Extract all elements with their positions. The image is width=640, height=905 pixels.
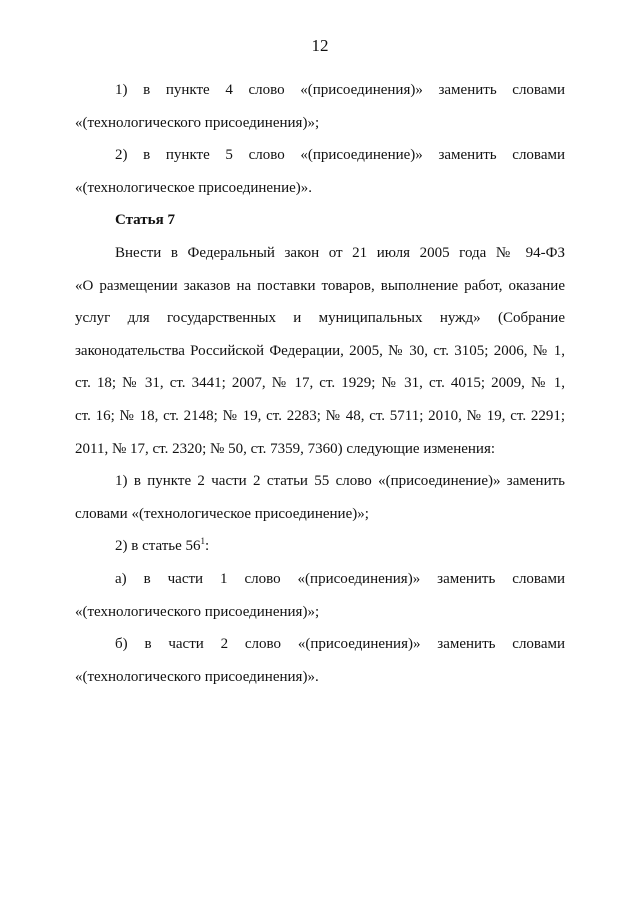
paragraph-2-line-1: 2) в пункте 5 слово «(присоединение)» заменить словами	[115, 147, 565, 164]
paragraph-1-line-1: 1) в пункте 4 слово «(присоединения)» заменить словами	[115, 82, 565, 98]
paragraph-6-line-1: а) в части 1 слово «(присоединения)» заменить словами	[115, 570, 565, 587]
paragraph-5	[75, 530, 565, 563]
article-heading: Статья 7	[115, 212, 175, 229]
paragraph-4-line-1: 1) в пункте 2 части 2 статьи 55 слово «(присоединение)» заменить	[115, 473, 565, 490]
paragraph-3-line-1: Внести в Федеральный закон от 21 июля 2005 года № 94-ФЗ	[115, 244, 565, 261]
paragraph-2-line-2: «(технологическое присоединение)».	[75, 179, 313, 196]
paragraph-7-line-1: б) в части 2 слово «(присоединения)» заменить словами	[115, 636, 565, 653]
document-body	[75, 74, 565, 693]
paragraph-3-line-2: «О размещении заказов на поставки товаров, выполнение работ, оказание	[75, 277, 565, 294]
paragraph-4-line-2: словами «(технологическое присоединение)»;	[75, 505, 369, 522]
paragraph-3-line-4: законодательства Российской Федерации, 2005, № 30, ст. 3105; 2006, № 1,	[75, 342, 565, 359]
paragraph-7-line-2: «(технологического присоединения)».	[75, 668, 319, 685]
paragraph-5-text: 2) в статье 56	[115, 538, 201, 555]
paragraph-3-line-6: ст. 16; № 18, ст. 2148; № 19, ст. 2283; № 48, ст. 5711; 2010, № 19, ст. 2291;	[75, 407, 565, 424]
paragraph-3-line-3: услуг для государственных и муниципальных нужд» (Собрание	[75, 310, 565, 327]
page-number: 12	[311, 36, 329, 55]
paragraph-5-tail: :	[205, 538, 210, 555]
paragraph-1-line-2: «(технологического присоединения)»;	[75, 114, 320, 131]
paragraph-6-line-2: «(технологического присоединения)»;	[75, 603, 320, 620]
paragraph-3-line-5: ст. 18; № 31, ст. 3441; 2007, № 17, ст. 1929; № 31, ст. 4015; 2009, № 1,	[75, 375, 565, 392]
paragraph-3-line-7: 2011, № 17, ст. 2320; № 50, ст. 7359, 7360) следующие изменения:	[75, 440, 496, 457]
paragraph-5-superscript: 1	[200, 536, 206, 547]
